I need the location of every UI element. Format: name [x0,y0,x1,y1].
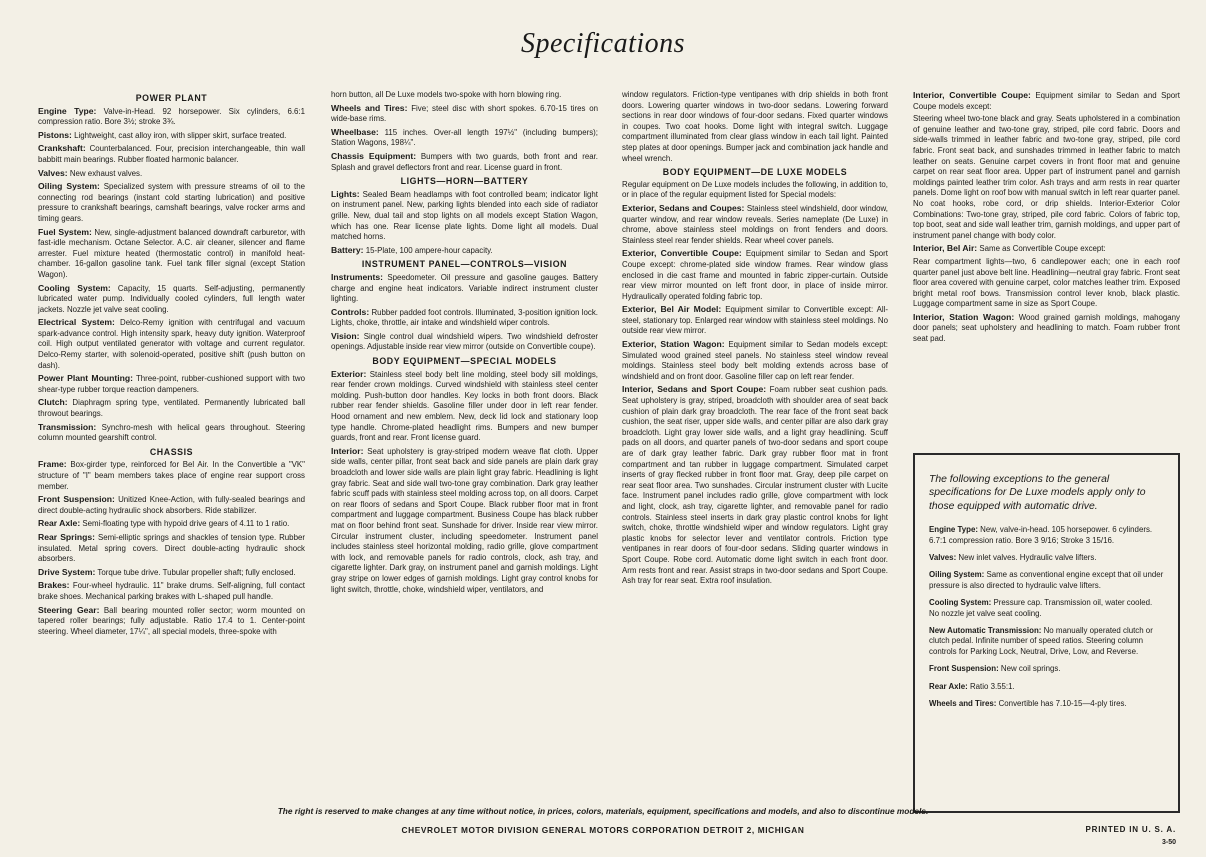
spec-paragraph [38,227,305,281]
spec-paragraph [38,373,305,395]
spec-text: Torque tube drive. Tubular propeller shaft; fully enclosed. [97,567,296,577]
section-heading: POWER PLANT [135,93,208,103]
spec-paragraph [38,181,305,224]
spec-label: Exterior, Station Wagon: [622,339,725,350]
spec-text: Ratio 3.55:1. [969,681,1015,691]
spec-label: Exterior, Sedans and Coupes: [622,202,745,213]
spec-column-3 [622,90,888,589]
spec-label: Vision: [331,330,360,341]
spec-text: No manually operated clutch or clutch pedal. Infinite number of speed ratios. Steering column controls for Parking Lock, Neutral, Drive, Low, and Reverse. [929,626,1153,656]
spec-text: 115 inches. Over-all length 197½" (including bumpers); Station Wagons, 198¼". [331,127,598,148]
spec-label: Rear Springs: [38,531,96,542]
spec-text: Four-wheel hydraulic. 11" brake drums. Self-aligning, full contact brake shoes. Mechanical parking brakes with L-shaped pull handle. [38,581,305,601]
spec-text: Equipment similar to Sedan models except: Simulated wood grained steel panels. No stainless steel window reveal moldings. Stainless steel body belt molding extends across base of windshield and on front door. Gasoline filler cap on left rear fender. [622,340,888,381]
spec-text: New, single-adjustment balanced downdraft carburetor, with fast-idle mechanism. Octane Selector. A.C. air cleaner, silencer and flame arrester. Fuel mixture heated (thermostatic control) in manifold heat-chamber. 16-gallon gasoline tank. Fuel tank filler signal (except Station Wagon). [38,227,305,279]
spec-text: Same as Convertible Coupe except: [979,244,1106,254]
spec-text: window regulators. Friction-type ventipanes with drip shields in both front doors. Lowering quarter windows in two-door sedans. Lowering forward sections in rear door windows of four-door sedans. Fixed quarter windows in coupes. Two coat hooks. Dome light with integral switch. Luggage compartment illuminated from clear glass window in each tail light. Painted step plates at door openings. Bumper jack and combination jack handle and wheel wrench. [622,90,888,163]
spec-label: Chassis Equipment: [331,150,417,161]
spec-paragraph [38,283,305,316]
spec-text: Five; steel disc with short spokes. 6.70-15 tires on wide-base rims. [331,103,598,124]
spec-label: Pistons: [38,129,72,140]
spec-paragraph [331,369,598,444]
spec-label: Steering Gear: [38,604,100,615]
spec-label: Brakes: [38,580,70,591]
spec-paragraph [913,243,1180,255]
spec-paragraph [38,605,305,638]
spec-paragraph [929,626,1164,657]
spec-paragraph [929,699,1164,709]
spec-label: Interior, Convertible Coupe: [913,90,1031,100]
spec-paragraph [38,317,305,371]
spec-label: Interior, Bel Air: [913,243,978,254]
spec-paragraph [913,257,1180,310]
spec-label: Engine Type: [929,525,978,535]
spec-text: Equipment similar to Sedan and Sport Coupe except: chrome-plated side window frames. Rear window glass enclosed in die cast frame and mounted in fabric zipper-curtain. Outside rear view mirror mounted on left front door, in place of inside mirror. Hydraulically operated folding fabric top. [622,249,888,301]
spec-paragraph [38,168,305,180]
spec-text: Specialized system with pressure streams of oil to the connecting rod bearings (instant cold starting lubrication) and positive pressure to crankshaft bearings, camshaft bearings, valve rocker arms and timing gears. [38,182,306,223]
division-line: CHEVROLET MOTOR DIVISION GENERAL MOTORS CORPORATION DETROIT 2, MICHIGAN [401,825,805,835]
spec-label: Cooling System: [38,282,111,293]
spec-text: Regular equipment on De Luxe models includes the following, in addition to, or in place of the regular equipment listed for Special models: [622,179,888,200]
spec-label: Instruments: [331,271,384,282]
spec-text: Stainless steel body belt line molding, steel body sill moldings, rear fender crown moldings. Curved windshield with stainless steel center molding. Push-button door handles. Key locks in both front doors. Black rubber rear fender shields. Gasoline filler under door in left rear fender. Hood ornament and new emblem. New, deck lid lock and stationary loop type handle. Chrome-plated headlight rims. Bumpers and new bumper guards, front and rear. Front license guard. [331,369,598,443]
spec-text: Wood grained garnish moldings, mahogany door panels; seat upholstery and headlining to match. Foam rubber front seat pad. [913,312,1180,344]
section-heading: LIGHTS—HORN—BATTERY [400,176,529,187]
spec-text: New, valve-in-head. 105 horsepower. 6 cylinders. 6.7:1 compression ratio. Bore 3 9/16; Stroke 3 15/16. [929,525,1153,545]
spec-text: Diaphragm spring type, ventilated. Permanently lubricated ball throwout bearings. [38,398,305,419]
section-heading: INSTRUMENT PANEL—CONTROLS—VISION [361,259,568,270]
spec-text: Sealed Beam headlamps with foot controlled beam; indicator light on instrument panel. New, parking lights blended into each side of radiator grille. New, dual tail and stop lights on all models except Station Wagon, which has one. Rear license plate lights. Dome light all models. Dual matched horns. [331,189,598,242]
spec-text: Steering wheel two-tone black and gray. Seats upholstered in a combination of genuine leather and two-tone gray, striped, pile cord fabric. Doors and side-walls trimmed in leather fabric and two-tone gray, striped, pile cord fabric. Front seat back, and sunshades trimmed in leather fabric to match leather on seats. Genuine carpet covers in front floor mat and genuine carpet on rear seat floor area. Upper part of instrument panel and garnish moldings painted leather trim color. Ash trays and arm rests in rear quarter panels. Dome light on roof bow with manual switch in left rear quarter panel. No coat hooks, robe cord, or drip shields. Interior-Exterior Color Combinations: Two-tone gray, striped, pile cord fabric. Colors of fabric top, top boot, seat and side wall leather trim, garnish moldings, and upper part of instrument panel change with body color. [913,114,1180,240]
spec-text: Capacity, 15 quarts. Self-adjusting, permanently lubricated water pump. Individually cooled cylinders, full length water jackets. Nozzle jet valve seat cooling. [38,283,305,314]
spec-text: Lightweight, cast alloy iron, with slipper skirt, surface treated. [74,130,287,140]
spec-column-4 [913,90,1180,347]
spec-text: Equipment similar to Sedan and Sport Coupe models except: [913,91,1180,111]
spec-label: Valves: [929,553,957,563]
automatic-drive-items [929,525,1164,709]
spec-paragraph [38,422,305,444]
section-heading: CHASSIS [149,446,194,457]
spec-text: Synchro-mesh with helical gears throughout. Steering column mounted gearshift control. [38,422,305,443]
spec-text: Semi-floating type with hypoid drive gears of 4.11 to 1 ratio. [82,519,290,529]
spec-paragraph [38,494,305,516]
spec-label: Engine Type: [38,105,97,116]
spec-label: Rear Axle: [38,518,81,529]
spec-label: New Automatic Transmission: [929,626,1042,636]
spec-label: Front Suspension: [929,664,999,674]
section-heading: BODY EQUIPMENT—DE LUXE MODELS [662,167,848,178]
spec-paragraph [622,248,888,302]
spec-paragraph [929,525,1164,546]
spec-text: New exhaust valves. [69,168,143,178]
page-title: Specifications [520,28,686,59]
spec-paragraph [331,103,598,125]
spec-text: New coil springs. [1000,664,1061,674]
spec-label: Lights: [331,188,360,199]
spec-paragraph [622,90,888,164]
spec-paragraph [331,127,598,149]
spec-label: Fuel System: [38,226,92,237]
spec-paragraph [331,245,598,257]
spec-label: Oiling System: [929,570,985,580]
spec-text: Speedometer. Oil pressure and gasoline gauges. Battery charge and engine heat indicators. Variable indirect instrument cluster lighting. [331,272,598,304]
spec-label: Frame: [38,459,67,470]
spec-label: Transmission: [38,421,97,432]
spec-paragraph [38,580,305,602]
spec-paragraph [331,331,598,353]
spec-paragraph [38,130,305,142]
spec-paragraph [913,90,1180,112]
automatic-drive-intro: The following exceptions to the general specifications for De Luxe models apply only to those equipped with automatic drive. [929,474,1146,512]
spec-paragraph [38,567,305,579]
spec-label: Exterior: [331,368,367,379]
spec-label: Drive System: [38,566,96,577]
spec-paragraph [929,664,1164,674]
spec-label: Exterior, Bel Air Model: [622,304,722,315]
spec-text: Semi-elliptic springs and shackles of tension type. Rubber insulated. Metal spring covers. Direct double-acting hydraulic shock absorbers. [38,532,305,564]
spec-paragraph [622,203,888,246]
spec-text: Counterbalanced. Four, precision interchangeable, thin wall babbitt main bearings. Rubber floated harmonic balancer. [38,144,305,164]
spec-text: Single control dual windshield wipers. Two windshield defroster openings. Adjustable inside rear view mirror (outside on Convertible coupe). [331,331,598,352]
spec-paragraph [38,532,305,565]
spec-paragraph [331,446,598,595]
spec-text: Convertible has 7.10-15—4-ply tires. [998,699,1127,709]
print-code: 3-50 [1161,839,1176,846]
spec-text: Box-girder type, reinforced for Bel Air. In the Convertible a "VK" structure of "I" beam members takes place of engine rear support cross member. [38,460,305,491]
spec-paragraph [929,570,1164,591]
spec-paragraph [929,553,1164,563]
spec-label: Exterior, Convertible Coupe: [622,248,742,259]
spec-label: Crankshaft: [38,143,86,154]
spec-label: Interior, Station Wagon: [913,311,1015,322]
spec-label: Battery: [331,244,364,255]
spec-label: Wheels and Tires: [929,699,997,709]
spec-label: Controls: [331,306,370,317]
spec-text: New inlet valves. Hydraulic valve lifters. [958,553,1097,563]
spec-paragraph [622,180,888,201]
spec-label: Rear Axle: [929,681,968,691]
spec-label: Oiling System: [38,181,100,192]
spec-text: Equipment similar to Convertible except: All-steel, stationary top. Enlarged rear window with stainless steel moldings. No outside rear view mirror. [622,305,888,336]
spec-paragraph [331,189,598,243]
spec-text: Rubber padded foot controls. Illuminated, 3-position ignition lock. Lights, choke, throttle, air intake and windshield wiper controls. [331,307,598,328]
spec-label: Electrical System: [38,317,115,328]
spec-label: Front Suspension: [38,494,115,505]
spec-text: Ball bearing mounted roller sector; worm mounted on tapered roller bearings; fully adjustable. Ratio 17.4 to 1. Center-point steering. Wheel diameter, 17¼", all special models, three-spoke with [38,605,305,636]
spec-text: Stainless steel windshield, door window, quarter window, and rear window reveals. Series nameplate (De Luxe) in chrome, above stainless steel moldings on front fenders and doors. Stainless steel rear fender shields. Rear wheel cover panels. [622,203,888,245]
spec-label: Clutch: [38,397,68,408]
spec-text: Pressure cap. Transmission oil, water cooled. No nozzle jet valve seat cooling. [929,598,1153,618]
spec-label: Interior, Sedans and Sport Coupe: [622,384,767,395]
spec-paragraph [929,682,1164,692]
spec-text: Unitized Knee-Action, with fully-sealed bearings and direct double-acting hydraulic shock absorbers. Ride stabilizer. [38,495,305,515]
section-heading: BODY EQUIPMENT—SPECIAL MODELS [372,356,557,367]
spec-text: horn button, all De Luxe models two-spoke with horn blowing ring. [331,90,562,99]
spec-paragraph [913,312,1180,345]
spec-text: 15-Plate, 100 ampere-hour capacity. [365,245,493,255]
spec-text: Foam rubber seat cushion pads. Seat upholstery is gray, striped, broadcloth with shoulder area of seat back cushion of plain dark gray broadcloth. The rear face of the front seat back cushion, the seat riser, upper side walls, and center pillar are also dark gray broadcloth. Light gray lower side walls, and a light gray headlining. Scuff pads on all doors, and quarter panels of two-door sedans and sport coupe are of dark gray leather fabric. Dark gray rubber floor mat in front compartment and tan rubber in luggage compartment. Simulated carpet inserts of gray flecked rubber in front floor mat. Gray, deep pile carpet on rear seat floor area. Two sunshades. Circular instrument cluster with Lucite face. Instrument panel includes radio grille, glove compartment with lock and light, clock, ash tray, cigarette lighter, and removable panel for radio controls. Stainless steel inserts in dark gray plastic control knobs for light switch, choke, throttle windshield wiper and window regulators. Light gray plastic knobs for selector lever and ventilator controls. Friction type ventipanes in rear doors of four-door sedans. Sliding quarter windows in Sport Coupe. Robe cord. Automatic dome light switch in each front door. Arm rests front and rear. Assist straps in two-door sedans and Sport Coupe. Ash tray for rear seat. Extra roof insulation. [622,385,888,586]
automatic-drive-box [913,453,1180,813]
spec-paragraph [331,307,598,329]
spec-paragraph [913,114,1180,241]
spec-label: Cooling System: [929,598,992,608]
spec-text: Three-point, rubber-cushioned support with two shear-type rubber torque reaction dampeners. [38,374,305,394]
spec-text: Bumpers with two guards, both front and rear. Splash and gravel deflectors front and rear. License guard in front. [331,151,598,172]
spec-column-2 [331,90,598,597]
spec-paragraph [38,459,305,492]
spec-paragraph [38,397,305,419]
spec-label: Wheels and Tires: [331,102,408,113]
spec-text: Rear compartment lights—two, 6 candlepower each; one in each roof quarter panel just above belt line. Headlining—neutral gray fabric. Front seat floor area covered with genuine carpet, color matches leather trim. Exposed bright metal roof bows. Transmission control lever knob, black plastic. Luggage compartment same in size as Sport Coupe. [913,256,1180,309]
spec-label: Power Plant Mounting: [38,373,133,384]
spec-paragraph [38,518,305,530]
spec-text: Seat upholstery is gray-striped modern weave flat cloth. Upper side walls, center pillar, front seat back and side panels are plain dark gray broadcloth and lower side walls are plain light gray fabric. Headlining is light gray fabric. Seat and side wall two-tone gray combination. Dark gray leather fabric scuff pads with stainless steel molding across top, on all doors. Carpet on rear floors of sedans and Sport Coupe. Black rubber floor mat in front compartment and luggage compartment. Business Coupe has black rubber mat on floor behind front seat. Sunshade for driver. Inside rear view mirror. Circular instrument cluster, including speedometer. Instrument panel includes stainless steel horizontal molding, radio grille, glove compartment with lock, and removable panels for radio controls, clock, ash tray, and cigarette lighter. Dark gray, on instrument panel and garnish moldings. Light gray stripe on lower edges of garnish moldings. Light gray control knobs for light switch, throttle, choke, windshield wiper, ventilators, and [331,446,598,594]
spec-label: Valves: [38,167,68,178]
spec-text: Same as conventional engine except that oil under pressure is also directed to hydraulic valve lifters. [929,570,1164,590]
spec-paragraph [622,304,888,337]
reservation-notice: The right is reserved to make changes at any time without notice, in prices, colors, materials, equipment, specifications and models, and also to discontinue models. [277,806,929,816]
spec-paragraph [331,90,598,101]
spec-paragraph [331,151,598,173]
spec-paragraph [38,106,305,128]
spec-paragraph [38,143,305,165]
spec-label: Wheelbase: [331,126,379,137]
spec-column-1 [38,90,305,639]
spec-paragraph [331,272,598,305]
spec-paragraph [929,598,1164,619]
spec-text: Delco-Remy ignition with centrifugal and vacuum spark-advance control. High intensity spark, heavy duty ignition. Waterproof coil. High output ventilated generator with voltage and current regulator. Delco-Remy starter, with solenoid-operated, positive shift (push button on dash). [38,318,305,370]
printed-in-usa: PRINTED IN U. S. A. [1085,825,1176,834]
spec-label: Interior: [331,445,364,456]
spec-paragraph [622,384,888,586]
spec-text: Valve-in-Head. 92 horsepower. Six cylinders, 6.6:1 compression ratio. Bore 3½; stroke 3¾. [38,106,305,127]
spec-paragraph [622,339,888,382]
